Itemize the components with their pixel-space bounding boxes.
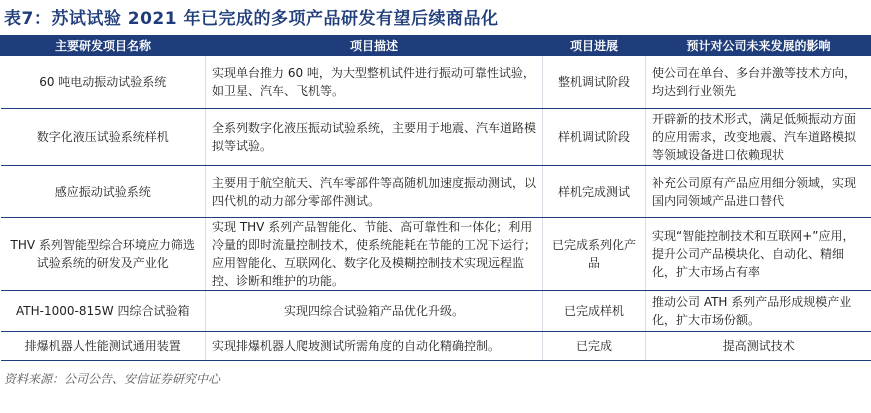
rd-projects-table	[0, 37, 871, 361]
cell-project-desc: 实现单台推力 60 吨，为大型整机试件进行振动可靠性试验，如卫星、汽车、飞机等。	[206, 56, 543, 109]
cell-project-desc: 全系列数字化液压振动试验系统，主要用于地震、汽车道路模拟等试验。	[206, 109, 543, 166]
cell-project-desc: 主要用于航空航天、汽车零部件等高随机加速度振动测试，以四代机的动力部分零部件测试。	[206, 166, 543, 218]
cell-project-impact: 推动公司 ATH 系列产品形成规模产业化，扩大市场份额。	[646, 291, 871, 332]
header-project-name: 主要研发项目名称	[1, 38, 206, 56]
table-row	[1, 166, 871, 218]
cell-project-name: 60 吨电动振动试验系统	[1, 56, 206, 109]
cell-project-impact: 开辟新的技术形式，满足低频振动方面的应用需求，改变地震、汽车道路模拟等领域设备进口依赖现状	[646, 109, 871, 166]
cell-project-name: 感应振动试验系统	[1, 166, 206, 218]
table-row	[1, 109, 871, 166]
cell-project-impact: 补充公司原有产品应用细分领域，实现国内同领域产品进口替代	[646, 166, 871, 218]
table-row	[1, 56, 871, 109]
cell-project-progress: 样机调试阶段	[543, 109, 646, 166]
cell-project-progress: 已完成系列化产品	[543, 218, 646, 291]
cell-project-desc: 实现 THV 系列产品智能化、节能、高可靠性和一体化；利用冷量的即时流量控制技术，使系统能耗在节能的工况下运行；应用智能化、互联网化、数字化及模糊控制技术实现远程监控、诊断和维护的功能。	[206, 218, 543, 291]
cell-project-impact: 提高测试技术	[646, 332, 871, 361]
header-project-desc: 项目描述	[206, 38, 543, 56]
cell-project-impact: 实现“智能控制技术和互联网+”应用，提升公司产品模块化、自动化、精细化，扩大市场占有率	[646, 218, 871, 291]
cell-project-name: ATH-1000-815W 四综合试验箱	[1, 291, 206, 332]
cell-project-progress: 已完成	[543, 332, 646, 361]
cell-project-progress: 已完成样机	[543, 291, 646, 332]
source-note: 资料来源：公司公告、安信证券研究中心	[4, 372, 221, 386]
cell-project-name: 数字化液压试验系统样机	[1, 109, 206, 166]
table-title: 表7：苏试试验 2021 年已完成的多项产品研发有望后续商品化	[4, 9, 499, 29]
cell-project-progress: 整机调试阶段	[543, 56, 646, 109]
table-row	[1, 332, 871, 361]
cell-project-desc: 实现四综合试验箱产品优化升级。	[206, 291, 543, 332]
table-row	[1, 291, 871, 332]
cell-project-impact: 使公司在单台、多台并激等技术方向，均达到行业领先	[646, 56, 871, 109]
header-project-progress: 项目进展	[543, 38, 646, 56]
cell-project-name: 排爆机器人性能测试通用装置	[1, 332, 206, 361]
table-header-row	[1, 38, 871, 56]
cell-project-progress: 样机完成测试	[543, 166, 646, 218]
cell-project-name: THV 系列智能型综合环境应力筛选试验系统的研发及产业化	[1, 218, 206, 291]
table-row	[1, 218, 871, 291]
header-project-impact: 预计对公司未来发展的影响	[646, 38, 871, 56]
cell-project-desc: 实现排爆机器人爬坡测试所需角度的自动化精确控制。	[206, 332, 543, 361]
